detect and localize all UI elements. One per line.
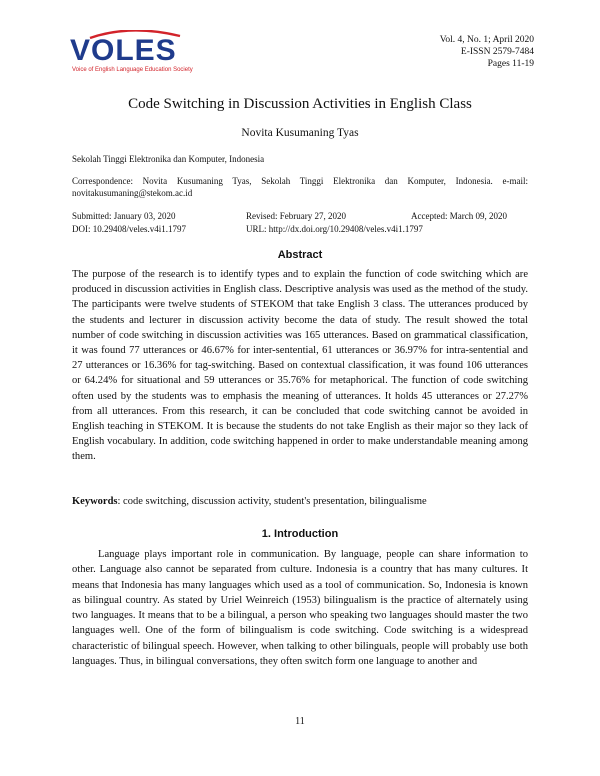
article-author: Novita Kusumaning Tyas [241, 127, 359, 139]
keywords-label: Keywords [72, 496, 118, 507]
veles-logo-graphic [70, 30, 270, 74]
article-url[interactable]: URL: http://dx.doi.org/10.29408/veles.v4i1.1797 [246, 224, 423, 234]
introduction-text: Language plays important role in communication. By language, people can share information to other. Language also cannot be separated from culture. Indonesia is a country that has many cultures. It means that Indonesia has many languages which used as a tool of communication. So, Indonesia is known as bilingual country. As stated by Uriel Weinreich (1953) bilingualism is the practice of alternately using two languages. It means that to be a bilingual, a person who speaking two languages should master the two languages well. One of the form of bilingualism is code switching. Code switching is a widespread characteristic of bilingual speech. However, when talking to other bilinguals, people will probably use both languages. Thus, in bilingual conversations, they often switch form one language to another and [72, 549, 528, 668]
doi: DOI: 10.29408/veles.v4i1.1797 [72, 224, 186, 234]
page-range: Pages 11-19 [487, 59, 534, 69]
keywords-text: : code switching, discussion activity, student's presentation, bilingualisme [117, 496, 427, 507]
abstract-heading: Abstract [277, 249, 323, 261]
keywords [72, 496, 528, 507]
correspondence: Correspondence: Novita Kusumaning Tyas, Sekolah Tinggi Elektronika dan Komputer, Indonesia. e-mail: novitakusumaning@stekom.ac.id [72, 176, 528, 198]
issn-info: E-ISSN 2579-7484 [460, 47, 534, 57]
logo-wordmark: VOLES [70, 34, 177, 67]
accepted-date: Accepted: March 09, 2020 [411, 211, 507, 221]
logo-tagline: Voice of English Language Education Society [72, 67, 193, 73]
journal-logo [70, 30, 270, 74]
page-number: 11 [295, 716, 305, 727]
revised-date: Revised: February 27, 2020 [246, 211, 346, 221]
submitted-date: Submitted: January 03, 2020 [72, 211, 176, 221]
introduction-heading: 1. Introduction [261, 528, 339, 540]
abstract-text: The purpose of the research is to identify types and to explain the function of code switching which are produced in discussion activities in English class. Descriptive analysis was used as the method of the study. The participants were twelve students of STEKOM that take English 3 class. The utterances produced by the students and lecturer in discussion activity become the data of study. The result showed the total number of code switching in discussion activities was 165 utterances. Based on grammatical classification, it was found 77 utterances or 46.67% for inter-sentential, 61 utterances or 36.97% for intra-sentential and 27 utterances or 16.36% for tag-switching. Based on contextual classification, it was found 106 utterances or 64.24% for situational and 59 utterances or 35.76% for metaphorical. The function of code switching often used by the students was to emphasis the meaning of utterances. It holds 45 utterances or 27.27% from all utterances. From this research, it can be concluded that code switching cannot be avoided in English teaching in STEKOM. It is because the students do not take English as their major so they lack of English vocabulary. In addition, code switching happened in order to make understandable meaning among them. [72, 269, 528, 463]
volume-info: Vol. 4, No. 1; April 2020 [439, 35, 534, 45]
journal-meta [440, 34, 534, 70]
article-dates [72, 210, 528, 236]
author-affiliation: Sekolah Tinggi Elektronika dan Komputer, Indonesia [72, 154, 265, 164]
article-title: Code Switching in Discussion Activities in English Class [128, 96, 472, 112]
